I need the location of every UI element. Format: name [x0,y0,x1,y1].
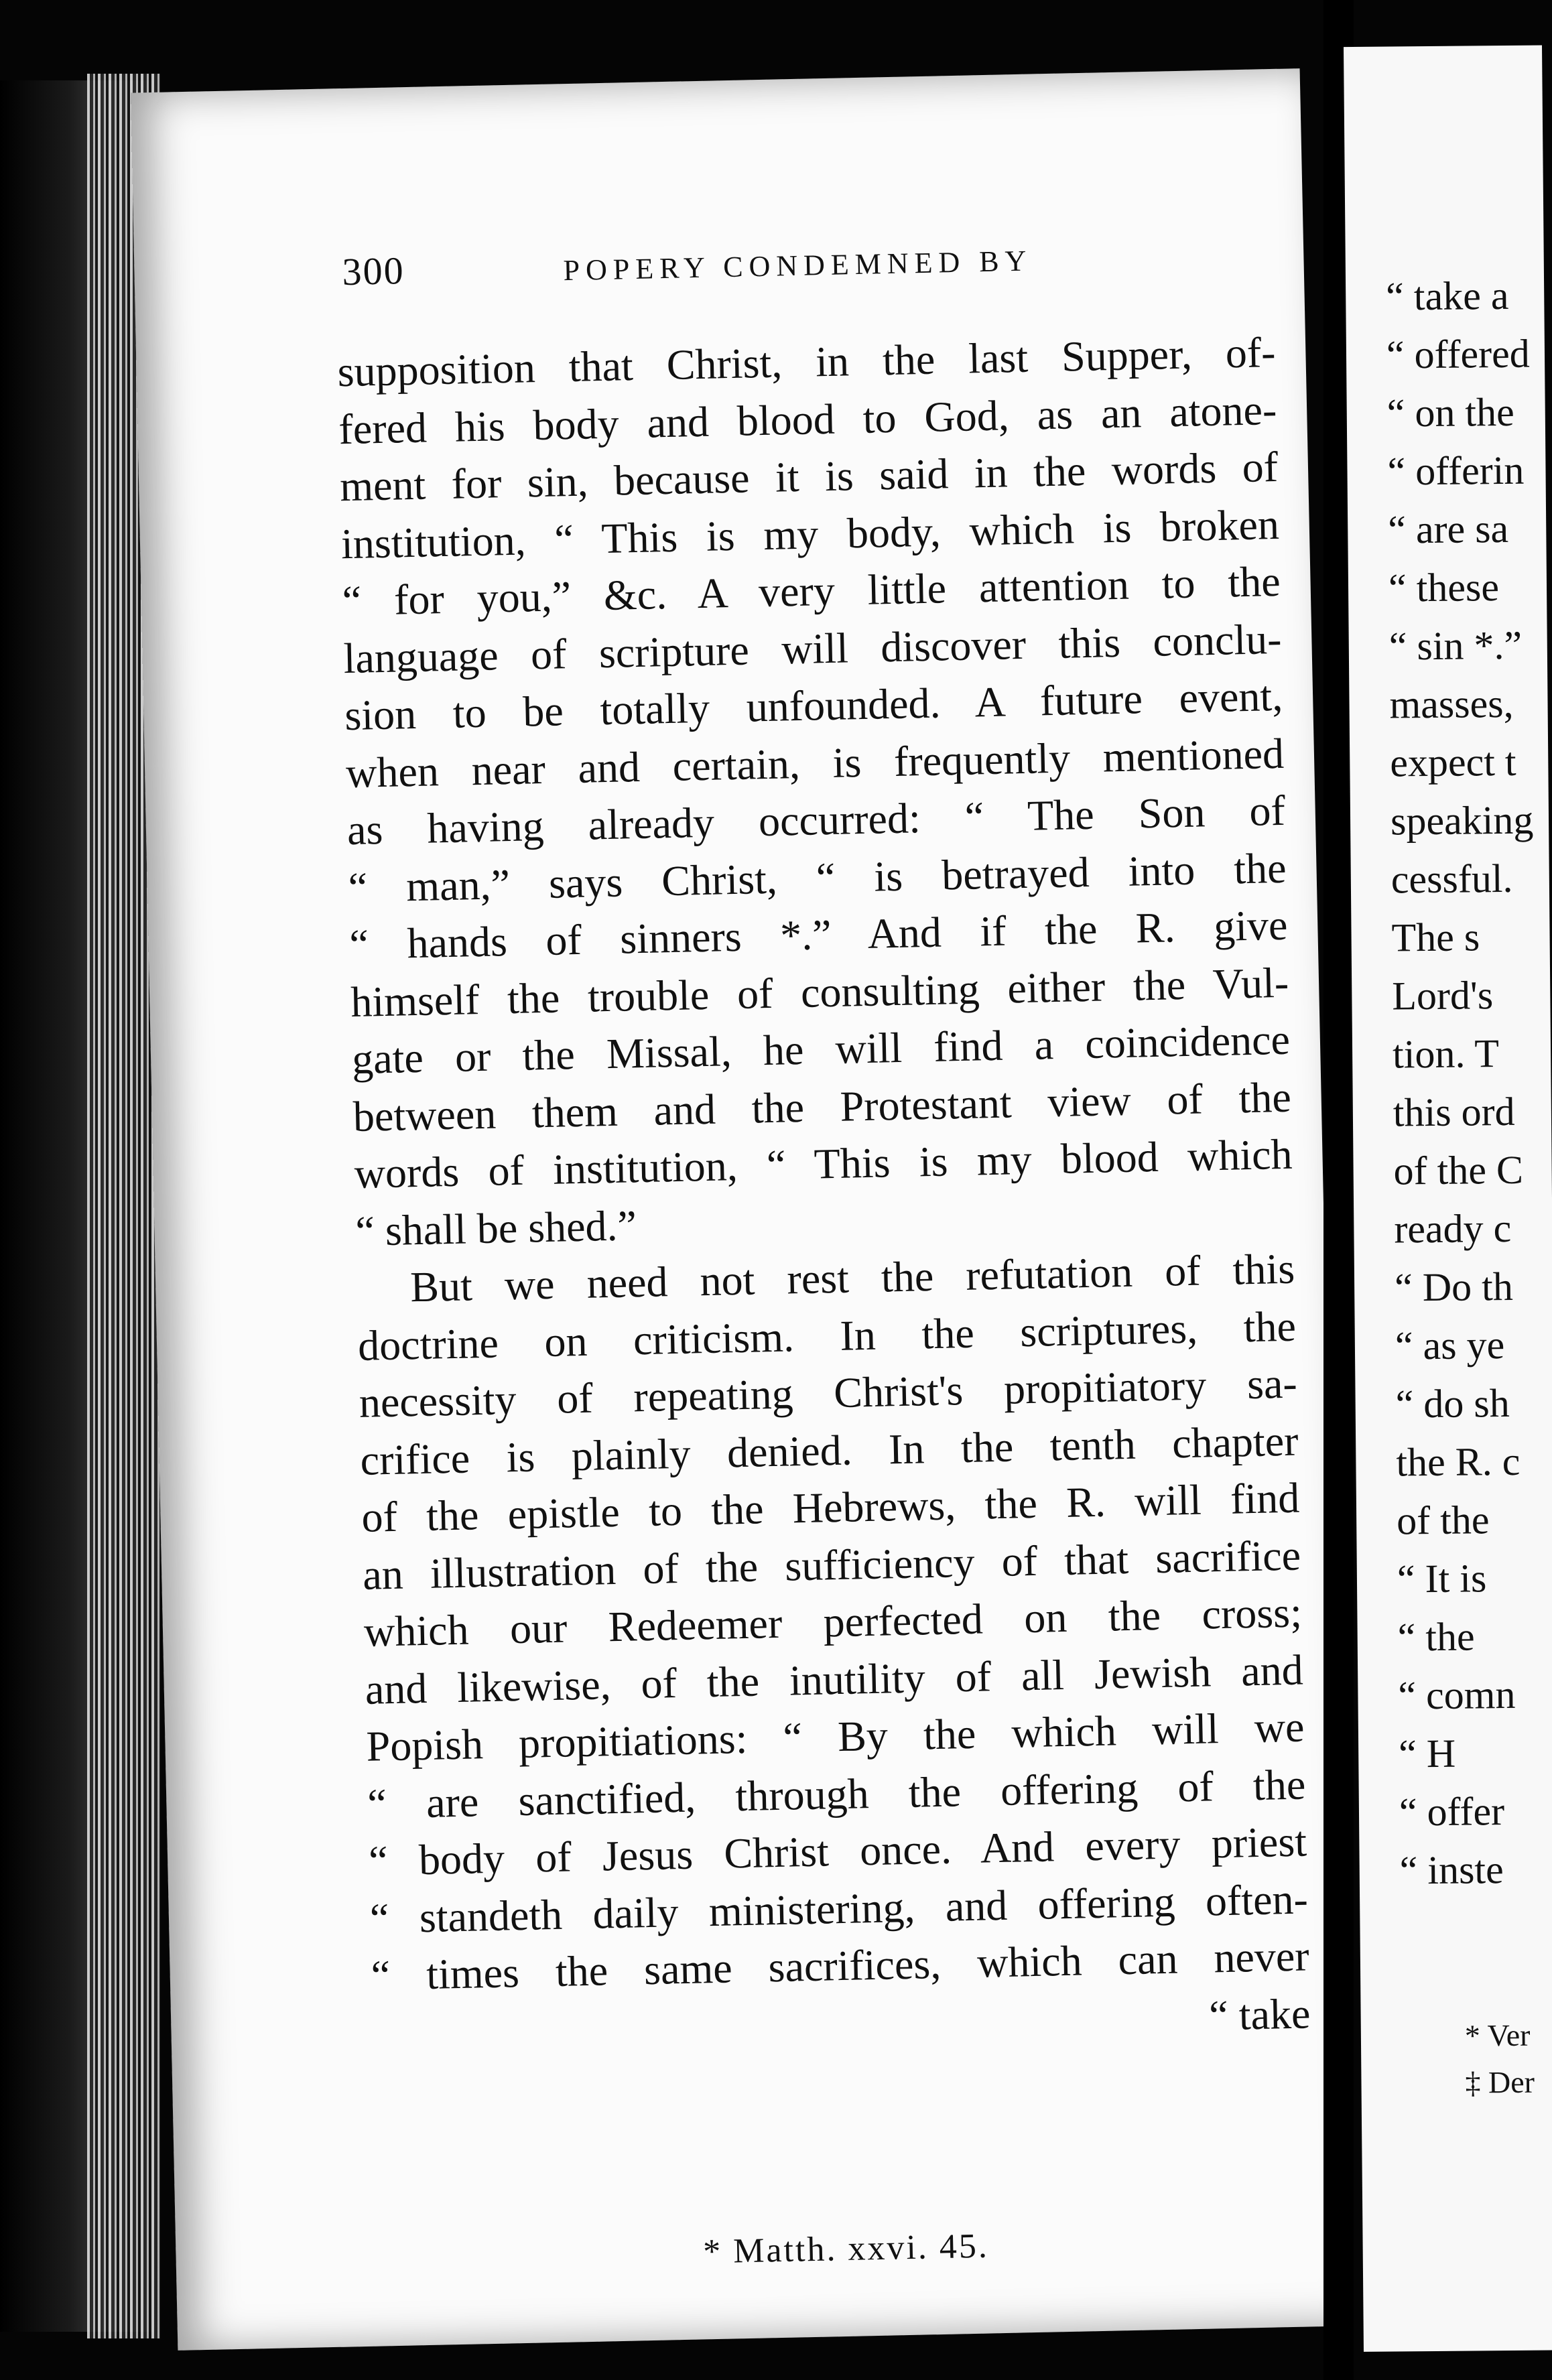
right-page-text [1386,264,1552,1900]
fragment-line: “ inste [1399,1847,1504,1893]
right-footnote: * Ver [1464,2018,1531,2053]
text-line: supposition that Christ, in the last Supper, of- [336,328,1277,396]
fragment-line: masses, [1389,681,1514,727]
text-line: and likewise, of the inutility of all Jewish and [365,1646,1304,1713]
fragment-line: “ comn [1398,1672,1516,1718]
paragraph-start-line: But we need not rest the refutation of this [409,1244,1295,1311]
fragment-line: “ the [1397,1614,1475,1660]
fragment-line: this ord [1393,1089,1515,1135]
fragment-line: “ H [1398,1731,1456,1776]
text-line: ment for sin, because it is said in the words of [339,442,1279,511]
fragment-line: “ offered [1386,331,1531,377]
text-line: “ body of Jesus Christ once. And every priest [368,1817,1307,1885]
text-line: institution, “ This is my body, which is broken [340,500,1280,568]
fragment-line: “ sin *.” [1388,622,1523,669]
right-footnote: ‡ Der [1465,2064,1535,2100]
right-page-fragment [1344,45,1552,2351]
text-line: “ man,” says Christ, “ is betrayed into the [348,844,1287,911]
fragment-line: tion. T [1392,1031,1500,1077]
fragment-line: the R. c [1396,1439,1521,1485]
fragment-line: “ offerin [1387,448,1525,494]
fragment-line: “ as ye [1395,1323,1505,1368]
text-line: an illustration of the sufficiency of that sacrifice [362,1531,1301,1599]
fragment-line: “ these [1388,565,1500,610]
fragment-line: speaking [1390,797,1534,844]
text-line: “ standeth daily ministering, and offering often- [369,1874,1309,1942]
text-line: crifice is plainly denied. In the tenth chapter [359,1416,1299,1484]
fragment-line: Lord's [1392,973,1494,1018]
text-line: doctrine on criticism. In the scriptures, the [357,1302,1297,1370]
text-line: sion to be totally unfounded. A future event, [344,671,1283,740]
text-line: fered his body and blood to God, as an atone- [338,385,1277,453]
fragment-line: of the C [1393,1147,1524,1193]
fragment-line: The s [1391,915,1480,960]
fragment-line: ready c [1394,1205,1512,1252]
text-line: “ shall be shed.” [354,1201,637,1255]
fragment-line: “ It is [1397,1556,1487,1601]
text-line: himself the trouble of consulting either the Vul- [350,958,1289,1026]
left-page-content [131,68,1347,2351]
catchword: “ take [1208,1989,1311,2040]
body-text [337,324,1311,2062]
text-line: necessity of repeating Christ's propitiatory sa- [359,1359,1298,1427]
page-number: 300 [341,249,405,294]
text-line: words of institution, “ This is my blood which [354,1130,1293,1197]
text-line: gate or the Missal, he will find a coincidence [351,1015,1291,1083]
fragment-line: “ are sa [1387,506,1509,552]
left-page [131,68,1347,2351]
fragment-line: “ do sh [1395,1380,1510,1427]
fragment-line: “ on the [1386,389,1514,436]
text-line: between them and the Protestant view of the [352,1073,1292,1140]
running-header [342,231,1214,294]
text-line: “ are sanctified, through the offering of the [367,1760,1306,1828]
right-page-footnotes [1465,2012,1535,2107]
text-line: Popish propitiations: “ By the which will we [365,1703,1305,1770]
fragment-line: of the [1396,1498,1490,1543]
text-line: of the epistle to the Hebrews, the R. will find [361,1473,1300,1541]
fragment-line: “ Do th [1394,1264,1514,1310]
fragment-line: cessful. [1391,856,1513,902]
text-line: language of scripture will discover this conclu- [342,614,1283,682]
text-line: “ times the same sacrifices, which can never [371,1932,1310,1999]
fragment-line: “ take a [1385,273,1509,319]
text-line: as having already occurred: “ The Son of [346,786,1286,854]
text-line: which our Redeemer perfected on the cross; [363,1588,1303,1656]
text-line: “ hands of sinners *.” And if the R. give [348,901,1289,969]
text-line: “ for you,” &c. A very little attention to the [342,557,1281,625]
running-header-title: POPERY CONDEMNED BY [563,244,1033,287]
text-line: when near and certain, is frequently mentioned [345,729,1285,797]
footnote: * Matth. xxvi. 45. [702,2227,990,2271]
fragment-line: “ offer [1399,1789,1505,1835]
fragment-line: expect t [1390,739,1516,785]
